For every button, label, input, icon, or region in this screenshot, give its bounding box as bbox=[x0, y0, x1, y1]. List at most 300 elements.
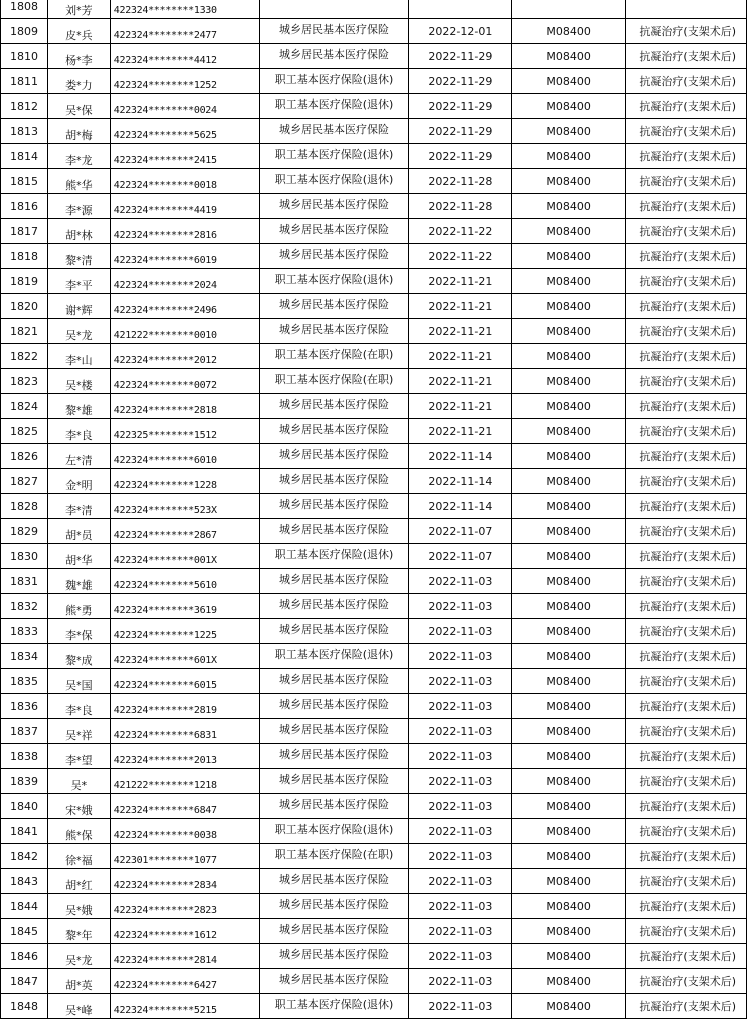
id-number-cell: 422324********2013 bbox=[110, 744, 259, 769]
insurance-type-cell: 职工基本医疗保险(退休) bbox=[259, 169, 409, 194]
code-cell: M08400 bbox=[512, 494, 626, 519]
treatment-cell: 抗凝治疗(支架术后) bbox=[626, 594, 747, 619]
code-cell: M08400 bbox=[512, 94, 626, 119]
id-number-cell: 422301********1077 bbox=[110, 844, 259, 869]
row-number-cell: 1810 bbox=[1, 44, 48, 69]
code-cell: M08400 bbox=[512, 994, 626, 1019]
row-number-cell: 1822 bbox=[1, 344, 48, 369]
name-cell: 熊*勇 bbox=[47, 594, 110, 619]
table-row bbox=[1, 969, 747, 994]
date-cell: 2022-11-21 bbox=[409, 369, 512, 394]
treatment-cell: 抗凝治疗(支架术后) bbox=[626, 319, 747, 344]
table-row bbox=[1, 244, 747, 269]
treatment-cell: 抗凝治疗(支架术后) bbox=[626, 419, 747, 444]
name-cell: 胡*林 bbox=[47, 219, 110, 244]
table-row bbox=[1, 369, 747, 394]
row-number-cell: 1840 bbox=[1, 794, 48, 819]
date-cell: 2022-11-22 bbox=[409, 219, 512, 244]
treatment-cell: 抗凝治疗(支架术后) bbox=[626, 694, 747, 719]
id-number-cell: 422324********2814 bbox=[110, 944, 259, 969]
code-cell: M08400 bbox=[512, 619, 626, 644]
id-number-cell: 422324********1225 bbox=[110, 619, 259, 644]
row-number-cell: 1833 bbox=[1, 619, 48, 644]
id-number-cell: 422324********2819 bbox=[110, 694, 259, 719]
table-row bbox=[1, 694, 747, 719]
date-cell: 2022-11-14 bbox=[409, 469, 512, 494]
name-cell: 李*望 bbox=[47, 744, 110, 769]
row-number-cell: 1824 bbox=[1, 394, 48, 419]
date-cell: 2022-11-03 bbox=[409, 694, 512, 719]
date-cell: 2022-11-03 bbox=[409, 744, 512, 769]
date-cell: 2022-11-03 bbox=[409, 994, 512, 1019]
id-number-cell: 422324********6847 bbox=[110, 794, 259, 819]
table-row bbox=[1, 619, 747, 644]
insurance-type-cell: 城乡居民基本医疗保险 bbox=[259, 569, 409, 594]
row-number-cell: 1825 bbox=[1, 419, 48, 444]
code-cell: M08400 bbox=[512, 594, 626, 619]
treatment-cell: 抗凝治疗(支架术后) bbox=[626, 144, 747, 169]
date-cell: 2022-11-03 bbox=[409, 844, 512, 869]
row-number-cell: 1814 bbox=[1, 144, 48, 169]
name-cell: 胡*员 bbox=[47, 519, 110, 544]
date-cell: 2022-11-29 bbox=[409, 144, 512, 169]
row-number-cell: 1826 bbox=[1, 444, 48, 469]
insurance-type-cell: 城乡居民基本医疗保险 bbox=[259, 669, 409, 694]
name-cell: 黎*清 bbox=[47, 244, 110, 269]
name-cell: 李*平 bbox=[47, 269, 110, 294]
row-number-cell: 1808 bbox=[1, 0, 48, 19]
id-number-cell: 422324********0024 bbox=[110, 94, 259, 119]
code-cell: M08400 bbox=[512, 19, 626, 44]
id-number-cell: 422324********6427 bbox=[110, 969, 259, 994]
table-row bbox=[1, 744, 747, 769]
date-cell: 2022-11-03 bbox=[409, 819, 512, 844]
table-row bbox=[1, 944, 747, 969]
row-number-cell: 1818 bbox=[1, 244, 48, 269]
code-cell bbox=[512, 0, 626, 19]
treatment-cell: 抗凝治疗(支架术后) bbox=[626, 44, 747, 69]
name-cell: 杨*李 bbox=[47, 44, 110, 69]
name-cell: 吴*龙 bbox=[47, 944, 110, 969]
name-cell: 左*清 bbox=[47, 444, 110, 469]
code-cell: M08400 bbox=[512, 419, 626, 444]
table-row bbox=[1, 844, 747, 869]
table-row bbox=[1, 269, 747, 294]
table-row bbox=[1, 219, 747, 244]
row-number-cell: 1839 bbox=[1, 769, 48, 794]
code-cell: M08400 bbox=[512, 294, 626, 319]
row-number-cell: 1835 bbox=[1, 669, 48, 694]
date-cell: 2022-11-28 bbox=[409, 194, 512, 219]
id-number-cell: 422324********3619 bbox=[110, 594, 259, 619]
insurance-type-cell: 职工基本医疗保险(退休) bbox=[259, 819, 409, 844]
code-cell: M08400 bbox=[512, 319, 626, 344]
date-cell: 2022-11-03 bbox=[409, 644, 512, 669]
code-cell: M08400 bbox=[512, 869, 626, 894]
table-row bbox=[1, 444, 747, 469]
treatment-cell: 抗凝治疗(支架术后) bbox=[626, 519, 747, 544]
name-cell: 吴*峰 bbox=[47, 994, 110, 1019]
table-row bbox=[1, 469, 747, 494]
code-cell: M08400 bbox=[512, 969, 626, 994]
id-number-cell: 422324********2818 bbox=[110, 394, 259, 419]
insurance-type-cell: 城乡居民基本医疗保险 bbox=[259, 894, 409, 919]
id-number-cell: 422324********2834 bbox=[110, 869, 259, 894]
name-cell: 黎*成 bbox=[47, 644, 110, 669]
name-cell: 吴*龙 bbox=[47, 319, 110, 344]
treatment-cell: 抗凝治疗(支架术后) bbox=[626, 944, 747, 969]
date-cell: 2022-11-03 bbox=[409, 894, 512, 919]
row-number-cell: 1823 bbox=[1, 369, 48, 394]
insurance-type-cell: 职工基本医疗保险(退休) bbox=[259, 269, 409, 294]
date-cell: 2022-11-03 bbox=[409, 944, 512, 969]
treatment-cell: 抗凝治疗(支架术后) bbox=[626, 494, 747, 519]
insurance-type-cell: 城乡居民基本医疗保险 bbox=[259, 519, 409, 544]
name-cell: 胡*梅 bbox=[47, 119, 110, 144]
date-cell: 2022-11-03 bbox=[409, 919, 512, 944]
date-cell: 2022-11-03 bbox=[409, 669, 512, 694]
code-cell: M08400 bbox=[512, 944, 626, 969]
date-cell: 2022-11-21 bbox=[409, 344, 512, 369]
code-cell: M08400 bbox=[512, 219, 626, 244]
id-number-cell: 422324********0072 bbox=[110, 369, 259, 394]
code-cell: M08400 bbox=[512, 369, 626, 394]
date-cell: 2022-11-03 bbox=[409, 594, 512, 619]
treatment-cell: 抗凝治疗(支架术后) bbox=[626, 669, 747, 694]
treatment-cell: 抗凝治疗(支架术后) bbox=[626, 994, 747, 1019]
insurance-type-cell: 城乡居民基本医疗保险 bbox=[259, 319, 409, 344]
insurance-type-cell: 城乡居民基本医疗保险 bbox=[259, 494, 409, 519]
id-number-cell: 422324********4419 bbox=[110, 194, 259, 219]
table-row bbox=[1, 144, 747, 169]
treatment-cell: 抗凝治疗(支架术后) bbox=[626, 969, 747, 994]
table-row bbox=[1, 594, 747, 619]
date-cell: 2022-11-03 bbox=[409, 719, 512, 744]
table-row bbox=[1, 119, 747, 144]
name-cell: 皮*兵 bbox=[47, 19, 110, 44]
name-cell: 谢*辉 bbox=[47, 294, 110, 319]
table-row bbox=[1, 544, 747, 569]
code-cell: M08400 bbox=[512, 644, 626, 669]
row-number-cell: 1836 bbox=[1, 694, 48, 719]
name-cell: 李*良 bbox=[47, 419, 110, 444]
insurance-type-cell: 城乡居民基本医疗保险 bbox=[259, 194, 409, 219]
date-cell: 2022-11-29 bbox=[409, 94, 512, 119]
row-number-cell: 1820 bbox=[1, 294, 48, 319]
date-cell: 2022-11-21 bbox=[409, 419, 512, 444]
date-cell: 2022-11-21 bbox=[409, 269, 512, 294]
treatment-cell: 抗凝治疗(支架术后) bbox=[626, 844, 747, 869]
insurance-type-cell: 城乡居民基本医疗保险 bbox=[259, 769, 409, 794]
row-number-cell: 1846 bbox=[1, 944, 48, 969]
date-cell: 2022-11-29 bbox=[409, 69, 512, 94]
code-cell: M08400 bbox=[512, 44, 626, 69]
date-cell: 2022-11-22 bbox=[409, 244, 512, 269]
id-number-cell: 422324********6015 bbox=[110, 669, 259, 694]
table-row bbox=[1, 344, 747, 369]
row-number-cell: 1848 bbox=[1, 994, 48, 1019]
id-number-cell: 422324********2496 bbox=[110, 294, 259, 319]
insurance-type-cell: 职工基本医疗保险(退休) bbox=[259, 644, 409, 669]
row-number-cell: 1834 bbox=[1, 644, 48, 669]
code-cell: M08400 bbox=[512, 69, 626, 94]
date-cell: 2022-11-29 bbox=[409, 44, 512, 69]
treatment-cell: 抗凝治疗(支架术后) bbox=[626, 644, 747, 669]
row-number-cell: 1812 bbox=[1, 94, 48, 119]
id-number-cell: 421222********1218 bbox=[110, 769, 259, 794]
code-cell: M08400 bbox=[512, 144, 626, 169]
id-number-cell: 422324********2415 bbox=[110, 144, 259, 169]
insurance-type-cell: 城乡居民基本医疗保险 bbox=[259, 869, 409, 894]
treatment-cell: 抗凝治疗(支架术后) bbox=[626, 244, 747, 269]
row-number-cell: 1828 bbox=[1, 494, 48, 519]
table-row bbox=[1, 994, 747, 1019]
name-cell: 娄*力 bbox=[47, 69, 110, 94]
insurance-type-cell: 职工基本医疗保险(退休) bbox=[259, 94, 409, 119]
code-cell: M08400 bbox=[512, 569, 626, 594]
id-number-cell: 422324********1228 bbox=[110, 469, 259, 494]
code-cell: M08400 bbox=[512, 519, 626, 544]
code-cell: M08400 bbox=[512, 719, 626, 744]
date-cell: 2022-11-07 bbox=[409, 519, 512, 544]
treatment-cell: 抗凝治疗(支架术后) bbox=[626, 194, 747, 219]
treatment-cell: 抗凝治疗(支架术后) bbox=[626, 19, 747, 44]
insurance-type-cell: 职工基本医疗保险(退休) bbox=[259, 69, 409, 94]
name-cell: 吴* bbox=[47, 769, 110, 794]
treatment-cell: 抗凝治疗(支架术后) bbox=[626, 444, 747, 469]
code-cell: M08400 bbox=[512, 169, 626, 194]
name-cell: 熊*保 bbox=[47, 819, 110, 844]
code-cell: M08400 bbox=[512, 119, 626, 144]
row-number-cell: 1844 bbox=[1, 894, 48, 919]
id-number-cell: 422324********601X bbox=[110, 644, 259, 669]
row-number-cell: 1819 bbox=[1, 269, 48, 294]
date-cell: 2022-11-21 bbox=[409, 394, 512, 419]
code-cell: M08400 bbox=[512, 469, 626, 494]
insurance-type-cell: 城乡居民基本医疗保险 bbox=[259, 719, 409, 744]
table-row bbox=[1, 0, 747, 19]
row-number-cell: 1816 bbox=[1, 194, 48, 219]
row-number-cell: 1847 bbox=[1, 969, 48, 994]
insurance-type-cell: 职工基本医疗保险(在职) bbox=[259, 369, 409, 394]
row-number-cell: 1809 bbox=[1, 19, 48, 44]
code-cell: M08400 bbox=[512, 194, 626, 219]
id-number-cell: 422325********1512 bbox=[110, 419, 259, 444]
table-row bbox=[1, 294, 747, 319]
table-row bbox=[1, 769, 747, 794]
table-row bbox=[1, 794, 747, 819]
id-number-cell: 422324********5610 bbox=[110, 569, 259, 594]
row-number-cell: 1843 bbox=[1, 869, 48, 894]
insurance-type-cell: 城乡居民基本医疗保险 bbox=[259, 744, 409, 769]
row-number-cell: 1813 bbox=[1, 119, 48, 144]
table-row bbox=[1, 669, 747, 694]
table-row bbox=[1, 44, 747, 69]
treatment-cell: 抗凝治疗(支架术后) bbox=[626, 719, 747, 744]
row-number-cell: 1842 bbox=[1, 844, 48, 869]
insurance-type-cell: 职工基本医疗保险(退休) bbox=[259, 544, 409, 569]
insurance-type-cell: 城乡居民基本医疗保险 bbox=[259, 219, 409, 244]
treatment-cell: 抗凝治疗(支架术后) bbox=[626, 744, 747, 769]
table-row bbox=[1, 169, 747, 194]
treatment-cell: 抗凝治疗(支架术后) bbox=[626, 869, 747, 894]
id-number-cell: 422324********2823 bbox=[110, 894, 259, 919]
code-cell: M08400 bbox=[512, 244, 626, 269]
table-row bbox=[1, 819, 747, 844]
row-number-cell: 1829 bbox=[1, 519, 48, 544]
insurance-type-cell: 城乡居民基本医疗保险 bbox=[259, 294, 409, 319]
id-number-cell: 422324********5625 bbox=[110, 119, 259, 144]
row-number-cell: 1837 bbox=[1, 719, 48, 744]
name-cell: 宋*娥 bbox=[47, 794, 110, 819]
treatment-cell: 抗凝治疗(支架术后) bbox=[626, 69, 747, 94]
code-cell: M08400 bbox=[512, 269, 626, 294]
table-row bbox=[1, 69, 747, 94]
id-number-cell: 422324********2477 bbox=[110, 19, 259, 44]
insurance-type-cell: 城乡居民基本医疗保险 bbox=[259, 619, 409, 644]
name-cell: 李*龙 bbox=[47, 144, 110, 169]
name-cell: 李*源 bbox=[47, 194, 110, 219]
name-cell: 刘*芳 bbox=[47, 0, 110, 19]
table-row bbox=[1, 919, 747, 944]
id-number-cell: 422324********1330 bbox=[110, 0, 259, 19]
id-number-cell: 421222********0010 bbox=[110, 319, 259, 344]
name-cell: 吴*楼 bbox=[47, 369, 110, 394]
id-number-cell: 422324********1252 bbox=[110, 69, 259, 94]
insurance-type-cell: 城乡居民基本医疗保险 bbox=[259, 944, 409, 969]
date-cell: 2022-11-03 bbox=[409, 869, 512, 894]
name-cell: 吴*娥 bbox=[47, 894, 110, 919]
row-number-cell: 1845 bbox=[1, 919, 48, 944]
treatment-cell: 抗凝治疗(支架术后) bbox=[626, 169, 747, 194]
date-cell: 2022-11-21 bbox=[409, 319, 512, 344]
insurance-type-cell: 城乡居民基本医疗保险 bbox=[259, 19, 409, 44]
id-number-cell: 422324********0018 bbox=[110, 169, 259, 194]
name-cell: 李*清 bbox=[47, 494, 110, 519]
date-cell: 2022-11-21 bbox=[409, 294, 512, 319]
table-row bbox=[1, 869, 747, 894]
date-cell: 2022-11-29 bbox=[409, 119, 512, 144]
name-cell: 徐*福 bbox=[47, 844, 110, 869]
insurance-type-cell: 城乡居民基本医疗保险 bbox=[259, 244, 409, 269]
row-number-cell: 1827 bbox=[1, 469, 48, 494]
code-cell: M08400 bbox=[512, 744, 626, 769]
table-row bbox=[1, 644, 747, 669]
table-row bbox=[1, 94, 747, 119]
insurance-type-cell: 城乡居民基本医疗保险 bbox=[259, 394, 409, 419]
date-cell bbox=[409, 0, 512, 19]
treatment-cell: 抗凝治疗(支架术后) bbox=[626, 469, 747, 494]
treatment-cell: 抗凝治疗(支架术后) bbox=[626, 794, 747, 819]
code-cell: M08400 bbox=[512, 669, 626, 694]
insurance-type-cell: 城乡居民基本医疗保险 bbox=[259, 419, 409, 444]
name-cell: 魏*雄 bbox=[47, 569, 110, 594]
table-row bbox=[1, 569, 747, 594]
treatment-cell: 抗凝治疗(支架术后) bbox=[626, 544, 747, 569]
table-row bbox=[1, 194, 747, 219]
table-row bbox=[1, 394, 747, 419]
insurance-type-cell: 城乡居民基本医疗保险 bbox=[259, 119, 409, 144]
date-cell: 2022-11-03 bbox=[409, 619, 512, 644]
treatment-cell: 抗凝治疗(支架术后) bbox=[626, 394, 747, 419]
treatment-cell: 抗凝治疗(支架术后) bbox=[626, 769, 747, 794]
row-number-cell: 1838 bbox=[1, 744, 48, 769]
date-cell: 2022-11-03 bbox=[409, 569, 512, 594]
row-number-cell: 1815 bbox=[1, 169, 48, 194]
id-number-cell: 422324********0038 bbox=[110, 819, 259, 844]
name-cell: 金*明 bbox=[47, 469, 110, 494]
code-cell: M08400 bbox=[512, 894, 626, 919]
treatment-cell: 抗凝治疗(支架术后) bbox=[626, 919, 747, 944]
table-row bbox=[1, 19, 747, 44]
insurance-type-cell: 城乡居民基本医疗保险 bbox=[259, 694, 409, 719]
date-cell: 2022-11-03 bbox=[409, 969, 512, 994]
insurance-type-cell: 职工基本医疗保险(在职) bbox=[259, 844, 409, 869]
id-number-cell: 422324********5215 bbox=[110, 994, 259, 1019]
id-number-cell: 422324********2024 bbox=[110, 269, 259, 294]
treatment-cell: 抗凝治疗(支架术后) bbox=[626, 269, 747, 294]
table-row bbox=[1, 419, 747, 444]
id-number-cell: 422324********4412 bbox=[110, 44, 259, 69]
id-number-cell: 422324********6010 bbox=[110, 444, 259, 469]
date-cell: 2022-11-03 bbox=[409, 769, 512, 794]
name-cell: 李*良 bbox=[47, 694, 110, 719]
name-cell: 胡*英 bbox=[47, 969, 110, 994]
treatment-cell: 抗凝治疗(支架术后) bbox=[626, 619, 747, 644]
date-cell: 2022-11-28 bbox=[409, 169, 512, 194]
date-cell: 2022-12-01 bbox=[409, 19, 512, 44]
treatment-cell: 抗凝治疗(支架术后) bbox=[626, 344, 747, 369]
insurance-type-cell: 城乡居民基本医疗保险 bbox=[259, 969, 409, 994]
date-cell: 2022-11-14 bbox=[409, 444, 512, 469]
name-cell: 熊*华 bbox=[47, 169, 110, 194]
treatment-cell: 抗凝治疗(支架术后) bbox=[626, 294, 747, 319]
table-row bbox=[1, 494, 747, 519]
date-cell: 2022-11-14 bbox=[409, 494, 512, 519]
name-cell: 胡*华 bbox=[47, 544, 110, 569]
name-cell: 胡*红 bbox=[47, 869, 110, 894]
insurance-type-cell: 城乡居民基本医疗保险 bbox=[259, 794, 409, 819]
table-body bbox=[1, 0, 747, 1019]
id-number-cell: 422324********6831 bbox=[110, 719, 259, 744]
code-cell: M08400 bbox=[512, 794, 626, 819]
table-row bbox=[1, 894, 747, 919]
insurance-type-cell: 城乡居民基本医疗保险 bbox=[259, 444, 409, 469]
insurance-type-cell: 城乡居民基本医疗保险 bbox=[259, 44, 409, 69]
id-number-cell: 422324********523X bbox=[110, 494, 259, 519]
name-cell: 吴*保 bbox=[47, 94, 110, 119]
id-number-cell: 422324********2867 bbox=[110, 519, 259, 544]
treatment-cell: 抗凝治疗(支架术后) bbox=[626, 894, 747, 919]
insurance-type-cell: 职工基本医疗保险(退休) bbox=[259, 144, 409, 169]
name-cell: 吴*祥 bbox=[47, 719, 110, 744]
treatment-cell: 抗凝治疗(支架术后) bbox=[626, 819, 747, 844]
row-number-cell: 1831 bbox=[1, 569, 48, 594]
code-cell: M08400 bbox=[512, 769, 626, 794]
name-cell: 吴*国 bbox=[47, 669, 110, 694]
code-cell: M08400 bbox=[512, 694, 626, 719]
id-number-cell: 422324********6019 bbox=[110, 244, 259, 269]
code-cell: M08400 bbox=[512, 444, 626, 469]
code-cell: M08400 bbox=[512, 819, 626, 844]
code-cell: M08400 bbox=[512, 844, 626, 869]
row-number-cell: 1817 bbox=[1, 219, 48, 244]
insurance-type-cell: 城乡居民基本医疗保险 bbox=[259, 469, 409, 494]
treatment-cell: 抗凝治疗(支架术后) bbox=[626, 219, 747, 244]
row-number-cell: 1830 bbox=[1, 544, 48, 569]
row-number-cell: 1832 bbox=[1, 594, 48, 619]
id-number-cell: 422324********2816 bbox=[110, 219, 259, 244]
